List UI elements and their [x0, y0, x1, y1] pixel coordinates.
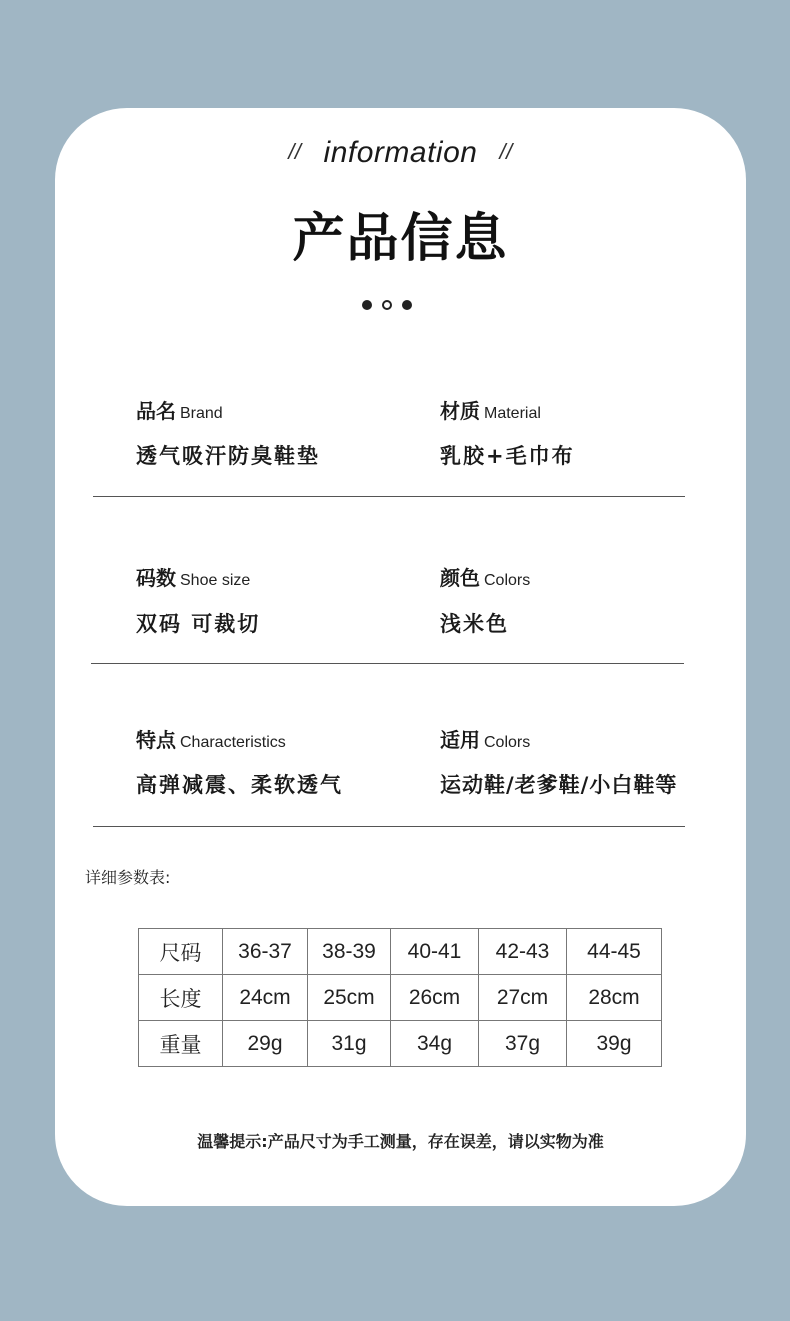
table-cell: 24cm: [223, 975, 308, 1021]
applicable-label: [440, 724, 530, 753]
material-value: 乳胶+毛巾布: [440, 444, 575, 468]
applicable-label-en: Colors: [484, 734, 531, 751]
characteristics-value: 高弹减震、柔软透气: [136, 773, 343, 797]
colors-label-en: Colors: [484, 572, 531, 589]
material-label-en: Material: [484, 405, 541, 422]
table-cell: 38-39: [308, 929, 391, 975]
table-cell: 25cm: [308, 975, 391, 1021]
brand-value: 透气吸汗防臭鞋垫: [136, 444, 320, 468]
shoe-size-label-en: Shoe size: [180, 572, 251, 589]
table-row: [139, 929, 662, 975]
warm-tip: 温馨提示:产品尺寸为手工测量，存在误差，请以实物为准: [197, 1132, 604, 1151]
colors-value: 浅米色: [440, 612, 509, 636]
table-cell: 39g: [567, 1021, 662, 1067]
table-cell: 42-43: [479, 929, 567, 975]
table-cell: 40-41: [391, 929, 479, 975]
filled-dot-icon: [402, 300, 412, 310]
table-row: [139, 975, 662, 1021]
dots-decoration: [362, 299, 412, 311]
divider: [93, 826, 685, 827]
characteristics-label-en: Characteristics: [180, 734, 286, 751]
table-cell: 29g: [223, 1021, 308, 1067]
slash-left-decoration: //: [288, 139, 302, 164]
applicable-label-cn: 适用: [440, 728, 480, 752]
brand-label-en: Brand: [180, 405, 223, 422]
brand-label-cn: 品名: [136, 399, 176, 423]
table-cell: 34g: [391, 1021, 479, 1067]
colors-label-cn: 颜色: [440, 566, 480, 590]
spec-table: [138, 928, 662, 1067]
chinese-title: 产品信息: [292, 209, 509, 269]
english-title: information: [323, 136, 478, 169]
characteristics-label: [136, 724, 286, 753]
row-header-weight: 重量: [139, 1021, 223, 1067]
shoe-size-label-cn: 码数: [136, 566, 176, 590]
table-cell: 26cm: [391, 975, 479, 1021]
applicable-value: 运动鞋/老爹鞋/小白鞋等: [440, 773, 678, 797]
table-cell: 28cm: [567, 975, 662, 1021]
table-row: [139, 1021, 662, 1067]
product-info-card: [55, 108, 746, 1206]
material-label: [440, 395, 541, 424]
shoe-size-value: 双码 可裁切: [136, 612, 261, 636]
row-header-size: 尺码: [139, 929, 223, 975]
row-header-length: 长度: [139, 975, 223, 1021]
colors-label: [440, 562, 530, 591]
english-heading: [55, 136, 746, 170]
characteristics-label-cn: 特点: [136, 728, 176, 752]
shoe-size-label: [136, 562, 250, 591]
divider: [93, 496, 685, 497]
table-cell: 27cm: [479, 975, 567, 1021]
hollow-dot-icon: [382, 300, 392, 310]
table-cell: 31g: [308, 1021, 391, 1067]
table-cell: 44-45: [567, 929, 662, 975]
table-cell: 37g: [479, 1021, 567, 1067]
material-label-cn: 材质: [440, 399, 480, 423]
filled-dot-icon: [362, 300, 372, 310]
divider: [91, 663, 684, 664]
brand-label: [136, 395, 223, 424]
table-cell: 36-37: [223, 929, 308, 975]
slash-right-decoration: //: [499, 139, 513, 164]
spec-table-title: 详细参数表:: [85, 868, 171, 887]
